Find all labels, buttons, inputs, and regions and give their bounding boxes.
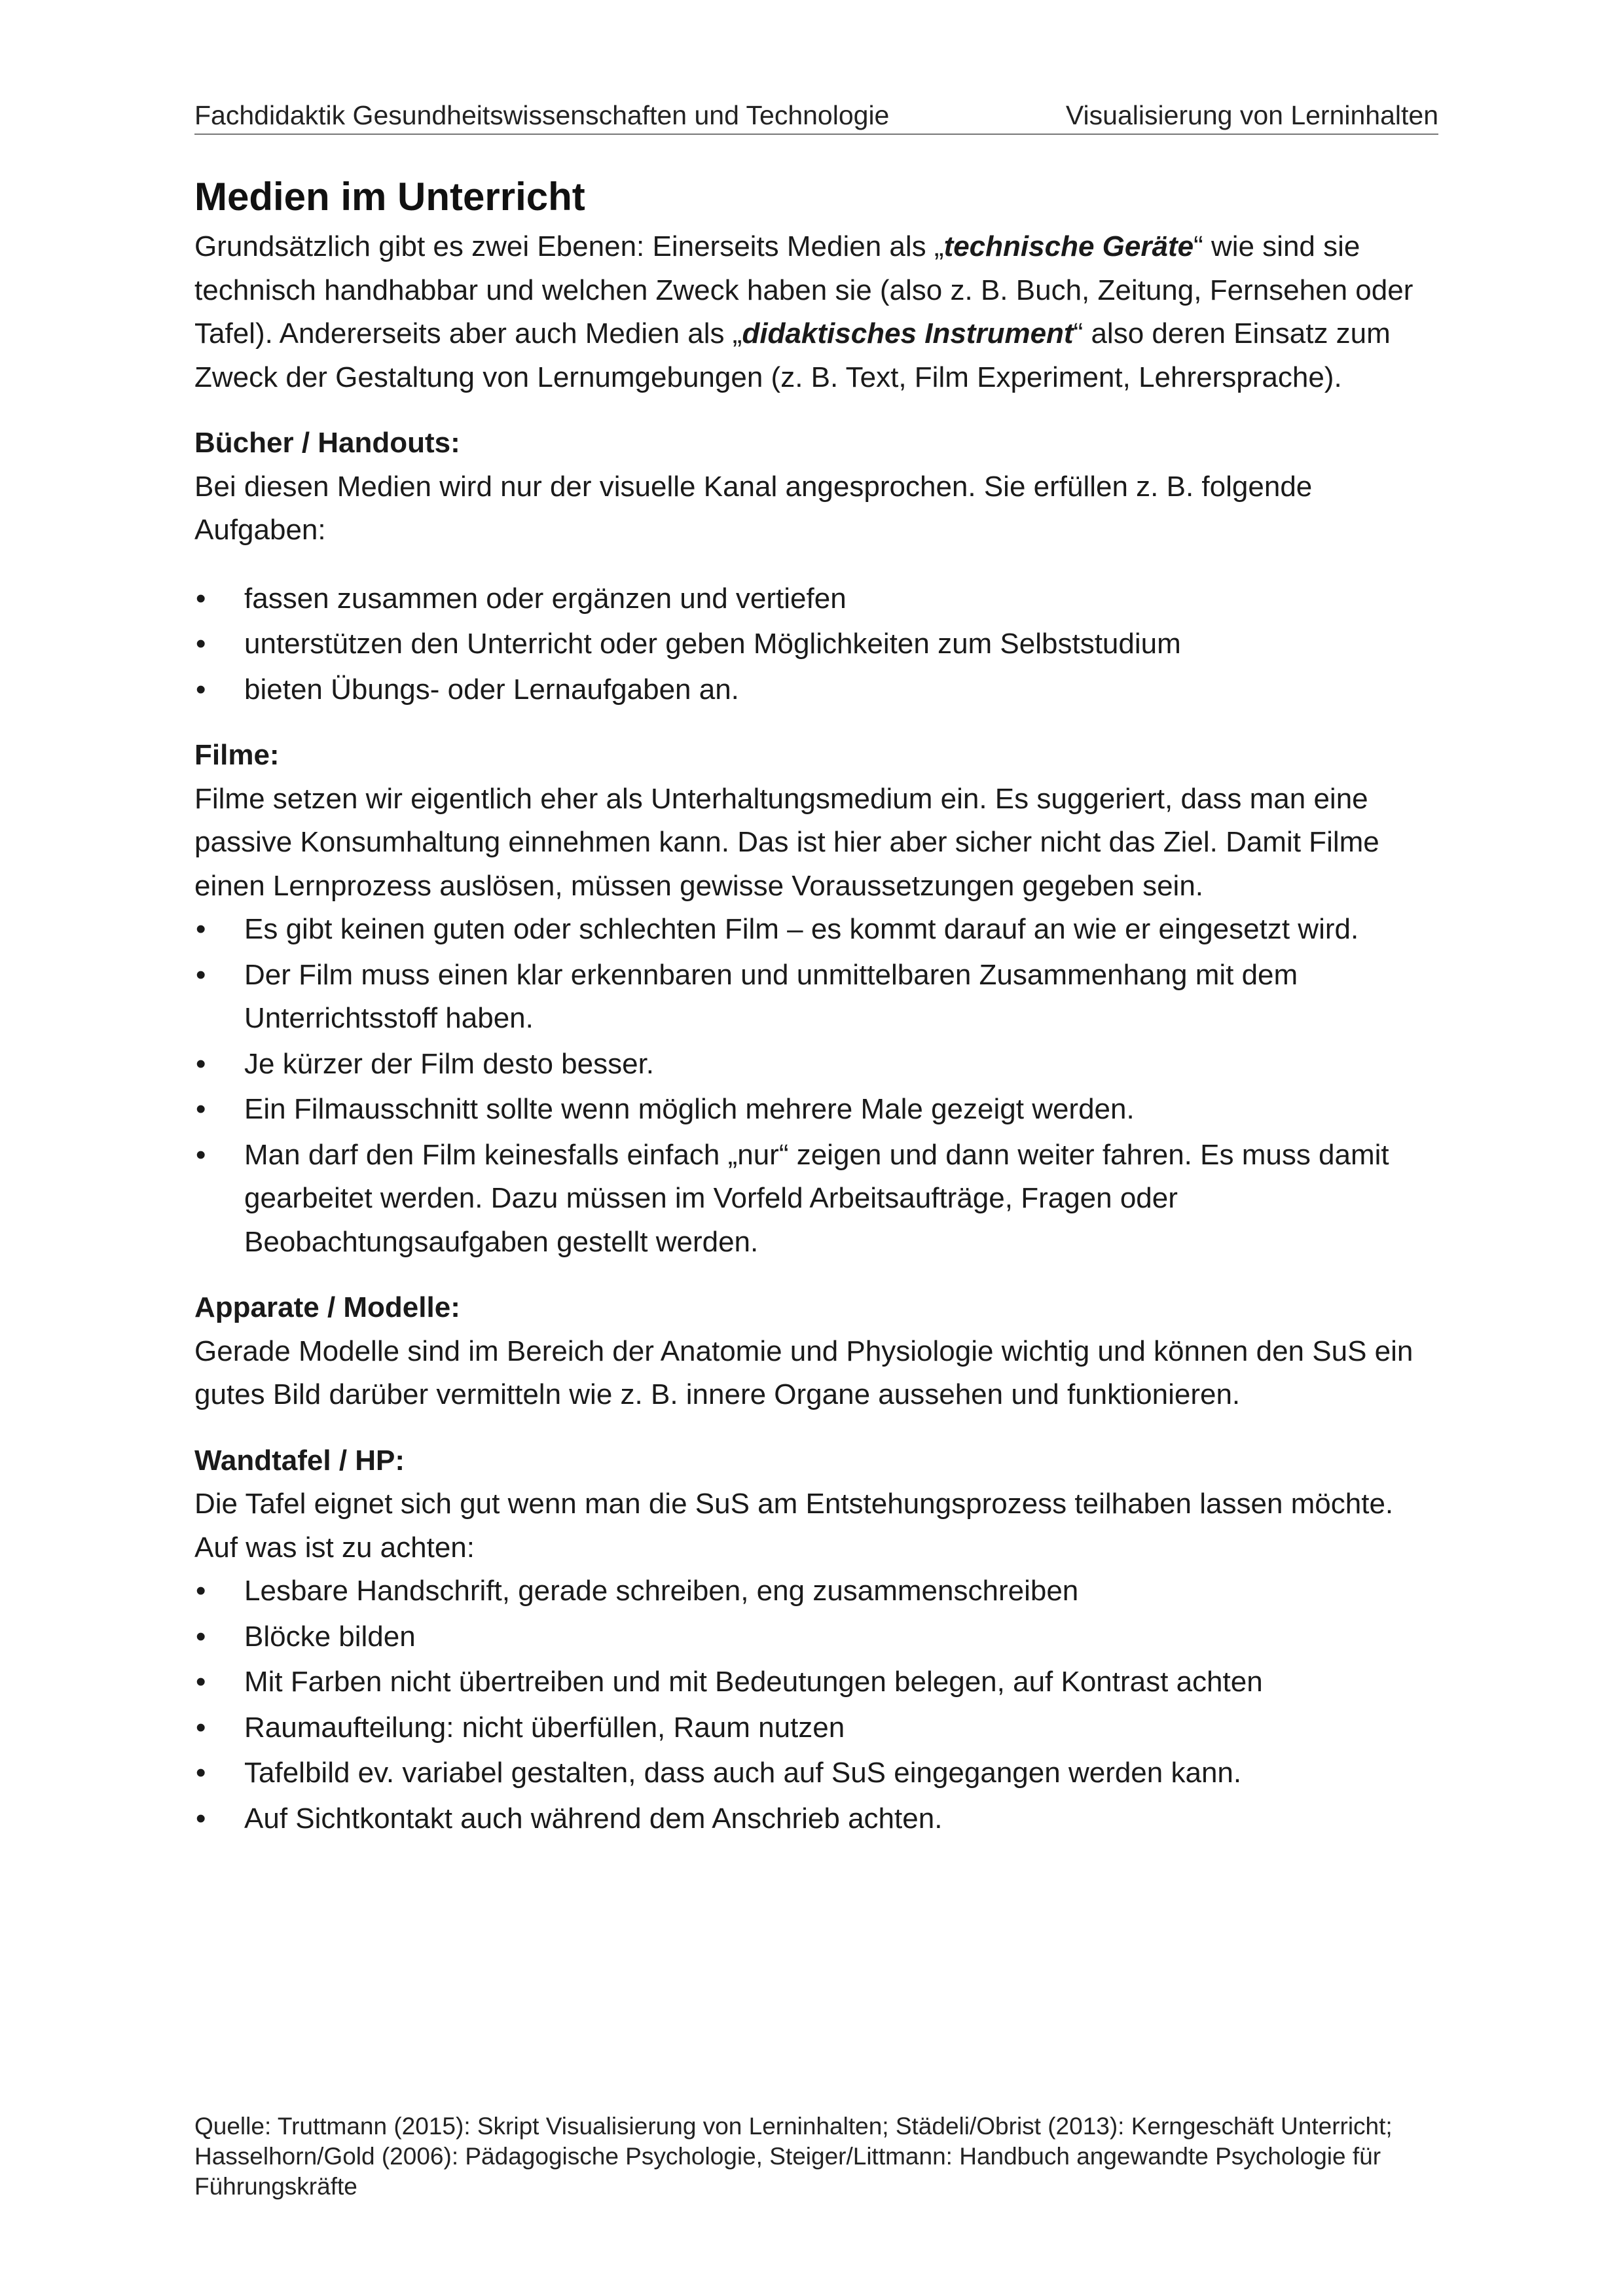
books-text: Bei diesen Medien wird nur der visuelle Kanal angesprochen. Sie erfüllen z. B. folgende Aufgaben: [194,470,1313,546]
header-left: Fachdidaktik Gesundheitswissenschaften und Technologie [194,100,890,130]
list-item-text: Auf Sichtkontakt auch während dem Anschrieb achten. [244,1802,943,1835]
intro-text-1: Grundsätzlich gibt es zwei Ebenen: Einerseits Medien als „ [194,230,944,262]
bullet: • [196,628,206,660]
main-content [194,169,1438,1842]
list-item-text: Man darf den Film keinesfalls einfach „nur“ zeigen und dann weiter fahren. Es muss damit gearbeitet werden. Dazu müssen im Vorfeld Arbeitsaufträge, Fragen oder Beobachtungsaufgaben gestellt werden. [244,1138,1389,1258]
books-list [194,577,1438,712]
list-item-text: Lesbare Handschrift, gerade schreiben, eng zusammenschreiben [244,1575,1079,1607]
list-item [194,908,1438,952]
list-item-text: fassen zusammen oder ergänzen und vertiefen [244,582,847,615]
list-item [194,1570,1438,1613]
list-item [194,1751,1438,1795]
films-list [194,908,1438,1264]
list-item-text: Mit Farben nicht übertreiben und mit Bedeutungen belegen, auf Kontrast achten [244,1666,1263,1698]
list-item-text: Raumaufteilung: nicht überfüllen, Raum nutzen [244,1711,845,1744]
bullet: • [196,1093,206,1125]
list-item [194,1615,1438,1659]
list-item [194,1706,1438,1750]
intro-paragraph [194,225,1438,399]
list-item-text: unterstützen den Unterricht oder geben Möglichkeiten zum Selbststudium [244,628,1181,660]
list-item [194,1134,1438,1265]
list-item [194,954,1438,1041]
section-title-films: Filme: [194,739,280,771]
bullet: • [196,1138,206,1171]
bullet: • [196,1620,206,1653]
bullet: • [196,958,206,991]
models-text: Gerade Modelle sind im Bereich der Anatomie und Physiologie wichtig und können den SuS ein gutes Bild darüber vermitteln wie z. B. innere Organe aussehen und funktionieren. [194,1335,1413,1410]
bullet: • [196,1711,206,1744]
bullet: • [196,1047,206,1080]
list-item-text: Der Film muss einen klar erkennbaren und unmittelbaren Zusammenhang mit dem Unterrichtsstoff haben. [244,958,1298,1034]
page-title: Medien im Unterricht [194,175,585,219]
list-item-text: Ein Filmausschnitt sollte wenn möglich mehrere Male gezeigt werden. [244,1093,1135,1125]
board-text: Die Tafel eignet sich gut wenn man die SuS am Entstehungsprozess teilhaben lassen möchte. Auf was ist zu achten: [194,1488,1394,1564]
bullet: • [196,1666,206,1698]
list-item [194,622,1438,666]
list-item-text: Blöcke bilden [244,1620,416,1653]
section-title-books: Bücher / Handouts: [194,427,460,459]
section-title-models: Apparate / Modelle: [194,1291,460,1323]
intro-emphasis-2: didaktisches Instrument [742,317,1074,350]
list-item [194,668,1438,712]
films-text: Filme setzen wir eigentlich eher als Unterhaltungsmedium ein. Es suggeriert, dass man eine passive Konsumhaltung einnehmen kann. Das ist hier aber sicher nicht das Ziel. Damit Filme einen Lernprozess auslösen, müssen gewisse Voraussetzungen gegeben sein. [194,782,1379,902]
intro-text-2: “ wie sind sie technisch handhabbar und welchen Zweck haben sie (also z. B. Buch, Zeitung, Fernsehen oder Tafel). Andererseits aber auch Medien als „ [194,230,1413,350]
bullet: • [196,673,206,706]
list-item [194,577,1438,621]
intro-text-3: “ also deren Einsatz zum Zweck der Gestaltung von Lernumgebungen (z. B. Text, Film Experiment, Lehrersprache). [194,317,1391,393]
list-item [194,1797,1438,1841]
list-item [194,1088,1438,1132]
bullet: • [196,1757,206,1789]
intro-emphasis-1: technische Geräte [943,230,1194,262]
spacer [194,552,1438,577]
list-item-text: bieten Übungs- oder Lernaufgaben an. [244,673,739,706]
list-item [194,1043,1438,1086]
bullet: • [196,1575,206,1607]
page-header [194,96,1438,135]
bullet: • [196,1802,206,1835]
list-item-text: Tafelbild ev. variabel gestalten, dass auch auf SuS eingegangen werden kann. [244,1757,1242,1789]
source-footer: Quelle: Truttmann (2015): Skript Visualisierung von Lerninhalten; Städeli/Obrist (2013): Kerngeschäft Unterricht; Hasselhorn/Gold (2006): Pädagogische Psychologie, Steiger/Littmann: Handbuch angewandte Psychologie für Führungskräfte [194,2113,1393,2200]
list-item-text: Je kürzer der Film desto besser. [244,1047,655,1080]
section-title-board: Wandtafel / HP: [194,1444,405,1477]
list-item-text: Es gibt keinen guten oder schlechten Film – es kommt darauf an wie er eingesetzt wird. [244,913,1359,945]
bullet: • [196,913,206,945]
board-list [194,1570,1438,1840]
list-item [194,1660,1438,1704]
bullet: • [196,582,206,615]
header-right: Visualisierung von Lerninhalten [1065,100,1438,130]
